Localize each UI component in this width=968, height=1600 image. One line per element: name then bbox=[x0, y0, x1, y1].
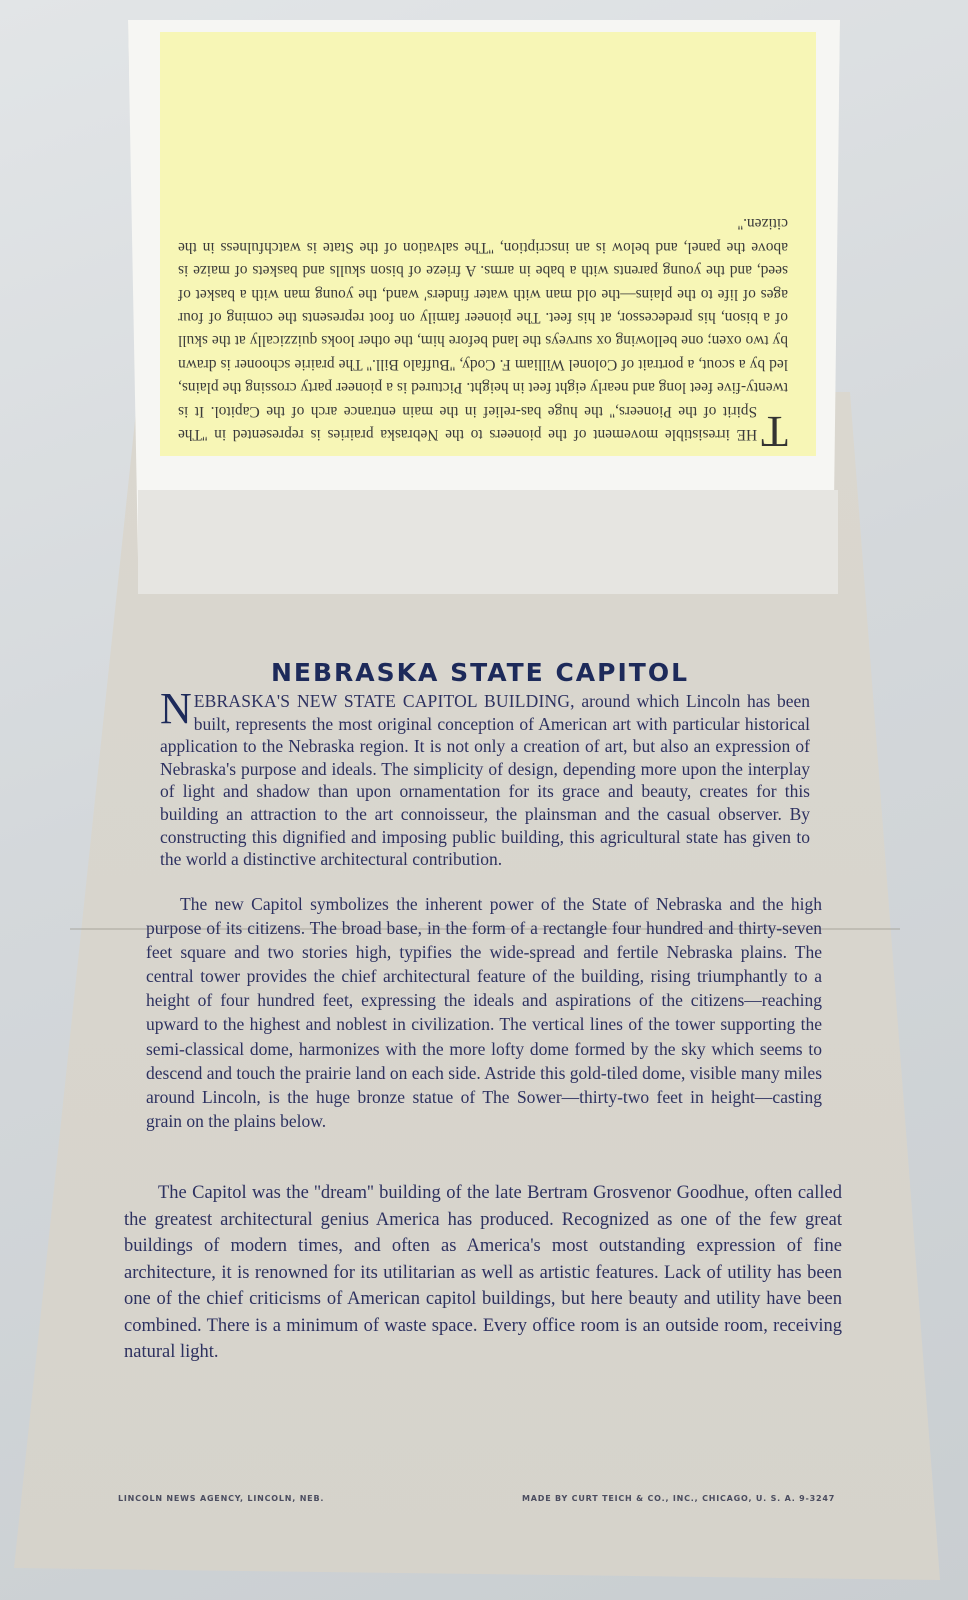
page-title: NEBRASKA STATE CAPITOL bbox=[271, 658, 689, 687]
flap-paragraph: HE irresistible movement of the pioneers to the Nebraska prairies is represented in ''The Spirit of the Pioneers,'' the huge bas-relief in the main entrance arch of the Capitol. It is twenty-five feet long and nearly eight feet in height. Pictured is a pioneer party crossing the plains, led by a scout, a portrait of Colonel William F. Cody, ''Buffalo Bill.'' The prairie schooner is drawn by two oxen; one bellowing ox surveys the land before him, the other looks quizzically at the skull of a bison, his predecessor, at his feet. The pioneer family on foot represents the coming of four ages of life to the plains—the old man with water finders' wand, the young man with a basket of seed, and the young parents with a babe in arms. A frieze of bison skulls and baskets of maize is above the panel, and below is an inscription, ''The salvation of the State is watchfulness in the citizen.'' bbox=[178, 215, 788, 443]
flap-lower-band bbox=[138, 490, 838, 594]
flap-text-panel bbox=[160, 32, 816, 456]
paragraph-3-text: The Capitol was the ''dream'' building of the late Bertram Grosvenor Goodhue, often called the greatest architectural genius America has produced. Recognized as one of the few great buildings of modern times, and often as America's most outstanding expression of fine architecture, it is renowned for its utilitarian as well as artistic features. Lack of utility has been one of the chief criticisms of American capitol buildings, but here beauty and utility have been combined. There is a minimum of waste space. Every office room is an outside room, receiving natural light. bbox=[124, 1183, 842, 1362]
paragraph-2-text: The new Capitol symbolizes the inherent power of the State of Nebraska and the high purpose of its citizens. The broad base, in the form of a rectangle four hundred and thirty-seven feet square and two stories high, typifies the wide-spread and fertile Nebraska plains. The central tower provides the chief architectural feature of the building, rising triumphantly to a height of four hundred feet, expressing the ideals and aspirations of the citizens—reaching upward to the highest and noblest in civilization. The vertical lines of the tower supporting the semi-classical dome, harmonizes with the more lofty dome formed by the sky which seems to descend and touch the prairie land on each side. Astride this gold-tiled dome, visible many miles around Lincoln, is the huge bronze statue of The Sower—thirty-two feet in height—casting grain on the plains below. bbox=[146, 894, 823, 1131]
flap-dropcap: T bbox=[761, 407, 788, 456]
paragraph-1-caps: EBRASKA'S NEW STATE CAPITOL BUILDING, bbox=[193, 691, 575, 711]
paragraph-1-dropcap: N bbox=[160, 684, 192, 733]
paragraph-2 bbox=[146, 892, 822, 1133]
printer-imprint: MADE BY CURT TEICH & CO., INC., CHICAGO, U. S. A. 9-3247 bbox=[522, 1494, 836, 1503]
paragraph-1-text: around which Lincoln has been built, represents the most original conception of American art with particular historical application to the Nebraska region. It is not only a creation of art, but also an expression of Nebraska's purpose and ideals. The simplicity of design, depending more upon the interplay of light and shadow than upon ornamentation for its grace and beauty, creates for this building an attraction to the art connoisseur, the plainsman and the casual observer. By constructing this dignified and imposing public building, this agricultural state has given to the world a distinctive architectural contribution. bbox=[160, 691, 810, 870]
paragraph-1 bbox=[160, 684, 810, 871]
paragraph-3 bbox=[124, 1180, 842, 1366]
publisher-imprint: LINCOLN NEWS AGENCY, LINCOLN, NEB. bbox=[118, 1494, 325, 1503]
flap-text-upside-down bbox=[178, 76, 788, 456]
